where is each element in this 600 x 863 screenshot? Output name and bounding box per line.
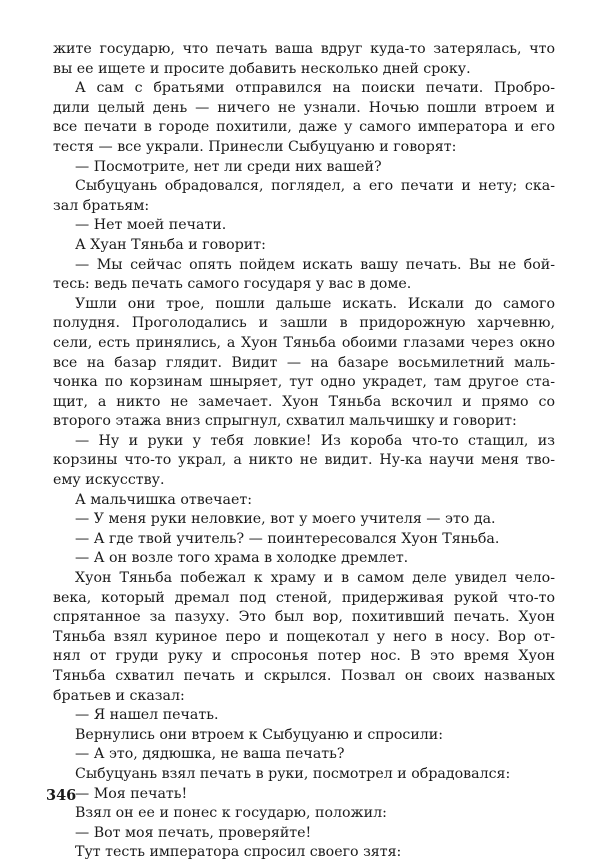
text-line: нял от груди руку и спросонья потер нос. В это время Хуон bbox=[53, 648, 555, 665]
text-line: — Посмотрите, нет ли среди них вашей? bbox=[75, 158, 382, 175]
text-line: Сыбуцуань взял печать в руки, посмотрел и обрадовался: bbox=[75, 765, 511, 782]
text-line: Тяньба взял куриное перо и пощекотал у него в носу. Вор от- bbox=[53, 628, 555, 645]
text-line: Тут тесть императора спросил своего зятя: bbox=[75, 844, 402, 861]
text-line: А Хуан Тяньба и говорит: bbox=[75, 236, 266, 253]
text-line: — Ну и руки у тебя ловкие! Из короба что-то стащил, из bbox=[75, 432, 555, 449]
text-line: — А где твой учитель? — поинтересовался Хуон Тяньба. bbox=[75, 530, 500, 547]
page-number: 346 bbox=[46, 787, 77, 804]
text-line: все на базар глядит. Видит — на базаре восьмилетний маль- bbox=[53, 354, 555, 371]
text-line: зал братьям: bbox=[53, 197, 150, 214]
text-line: вы ее ищете и просите добавить несколько дней сроку. bbox=[53, 60, 471, 77]
body-text bbox=[53, 40, 555, 863]
text-line: полудня. Проголодались и зашли в придорожную харчевню, bbox=[53, 315, 555, 332]
text-line: тестя — все украли. Принесли Сыбуцуаню и говорят: bbox=[53, 138, 457, 155]
text-line: — Нет моей печати. bbox=[75, 217, 227, 234]
text-line: братьев и сказал: bbox=[53, 687, 185, 704]
text-line: чонка по корзинам шныряет, тут одно украдет, там другое ста- bbox=[53, 374, 555, 391]
text-line: — А это, дядюшка, не ваша печать? bbox=[75, 746, 345, 763]
text-line: — У меня руки неловкие, вот у моего учителя — это да. bbox=[75, 511, 496, 528]
text-line: второго этажа вниз спрыгнул, схватил мальчишку и говорит: bbox=[53, 413, 517, 430]
text-line: дили целый день — ничего не узнали. Ночью пошли втроем и bbox=[53, 99, 555, 116]
text-line: жите государю, что печать ваша вдруг куда-то затерялась, что bbox=[53, 41, 555, 57]
text-line: А мальчишка отвечает: bbox=[75, 491, 252, 508]
text-line: спрятанное за пазуху. Это был вор, похитивший печать. Хуон bbox=[53, 609, 555, 626]
text-line: все печати в городе похитили, даже у самого императора и его bbox=[53, 119, 555, 136]
text-line: Взял он ее и понес к государю, положил: bbox=[75, 805, 387, 822]
text-line: — Моя печать! bbox=[75, 785, 188, 802]
text-line: сели, есть принялись, а Хуон Тяньба обоими глазами через окно bbox=[53, 334, 555, 351]
text-line: Вернулись они втроем к Сыбуцуаню и спросили: bbox=[75, 726, 444, 743]
text-line: Хуон Тяньба побежал к храму и в самом деле увидел чело- bbox=[75, 570, 555, 587]
text-line: ему искусству. bbox=[53, 472, 165, 489]
text-line: корзины что-то украл, а никто не видит. Ну-ка научи меня тво- bbox=[53, 452, 555, 469]
text-line: Тяньба схватил печать и скрылся. Позвал он своих названых bbox=[53, 668, 555, 684]
text-line: Сыбуцуань обрадовался, поглядел, а его печати и нету; ска- bbox=[75, 178, 555, 195]
text-line: века, который дремал под стеной, придерживая рукой что-то bbox=[53, 589, 555, 606]
text-line: А сам с братьями отправился на поиски печати. Пробро- bbox=[75, 80, 555, 97]
text-line: Ушли они трое, пошли дальше искать. Искали до самого bbox=[75, 295, 555, 312]
text-line: тесь: ведь печать самого государя у вас в доме. bbox=[53, 276, 412, 293]
text-line: — Я нашел печать. bbox=[75, 707, 219, 724]
text-line: — Вот моя печать, проверяйте! bbox=[75, 824, 312, 841]
text-line: — А он возле того храма в холодке дремлет. bbox=[75, 550, 409, 567]
text-line: — Мы сейчас опять пойдем искать вашу печать. Вы не бой- bbox=[75, 256, 555, 273]
text-line: щит, а никто не замечает. Хуон Тяньба вскочил и прямо со bbox=[53, 393, 555, 410]
